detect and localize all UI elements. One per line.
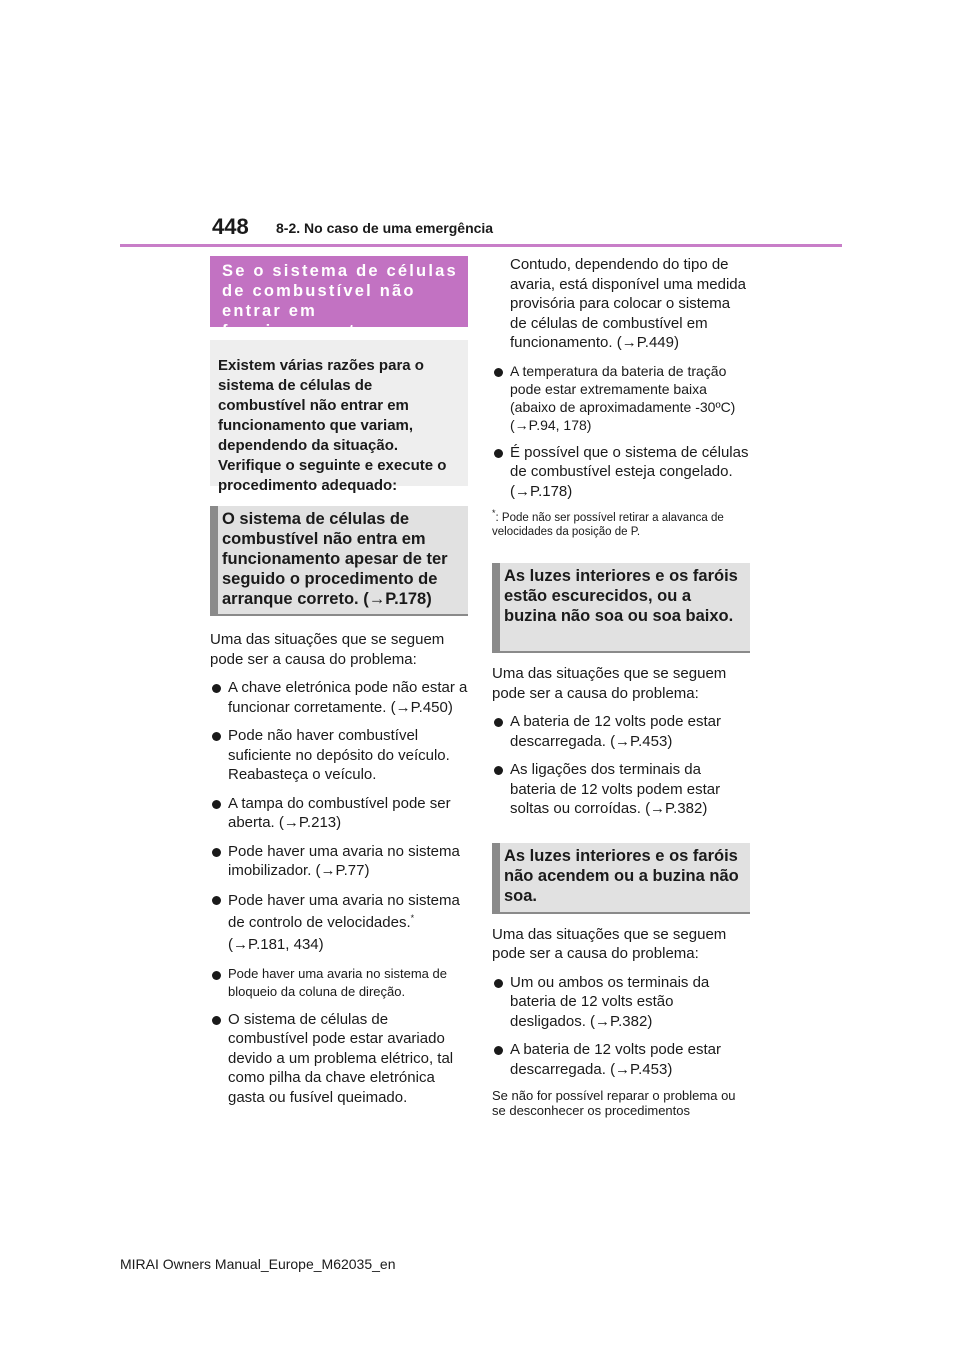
bullet-dot-icon [212,800,221,809]
list-item-text: Um ou ambos os terminais da bateria de 12 volts estão desligados. (→P.382) [510,973,710,1030]
list-item [210,842,468,881]
list-item [210,726,468,785]
left-column [210,256,468,1107]
closing-note: Se não for possível reparar o problema ou se desconhecer os procedimentos [492,1088,736,1118]
cause-intro-text: Uma das situações que se seguem pode ser a causa do problema: [492,925,727,962]
list-item [492,973,750,1032]
subheading-lights-off: As luzes interiores e os faróis não acendem ou a buzina não soa. [492,843,750,914]
page-number: 448 [212,214,249,239]
subheading-lights-dim: As luzes interiores e os faróis estão escurecidos, ou a buzina não soa ou soa baixo. [492,563,750,653]
list-item [210,965,468,1001]
list-item-text: A chave eletrónica pode não estar a funcionar corretamente. (→P.450) [228,679,468,716]
list-item-text: O sistema de células de combustível pode estar avariado devido a um problema elétrico, tal como pilha da chave eletrónica gasta ou fusível queimado. [228,1010,454,1106]
page-reference: (→P.181, 434) [228,935,324,953]
list-item [210,890,468,956]
list-item [210,794,468,833]
footnote-text: : Pode não ser possível retirar a alavanca de velocidades da posição de P. [492,512,724,538]
cause-intro-text: Uma das situações que se seguem pode ser a causa do problema: [210,631,445,668]
list-item [492,712,750,751]
bullet-dot-icon [212,684,221,693]
list-item-text: A bateria de 12 volts pode estar descarregada. (→P.453) [510,713,721,750]
intro-box: Existem várias razões para o sistema de células de combustível não entrar em funcionamento que variam, dependendo da situação. Verifique o seguinte e execute o procedimento adequado: [210,340,468,486]
list-item [492,1040,750,1079]
list-item-text: A bateria de 12 volts pode estar descarregada. (→P.453) [510,1041,721,1078]
list-item-text: A temperatura da bateria de tração pode estar extremamente baixa (abaixo de aproximadamente -30ºC) (→P.94, 178) [510,362,736,433]
bullet-dot-icon [212,1016,221,1025]
list-item [492,443,750,502]
bullet-dot-icon [494,449,503,458]
bullet-dot-icon [212,896,221,905]
list-item-text: É possível que o sistema de células de combustível esteja congelado. (→P.178) [510,443,749,500]
section-title: 8-2. No caso de uma emergência [276,220,494,236]
bullet-dot-icon [494,718,503,727]
list-item [210,678,468,717]
list-item-text: A tampa do combustível pode ser aberta. (→P.213) [228,794,451,831]
bullet-dot-icon [212,971,221,980]
cause-intro-text: Uma das situações que se seguem pode ser a causa do problema: [492,665,727,702]
footnote [492,508,750,539]
list-item-text: Pode haver uma avaria no sistema imobilizador. (→P.77) [228,842,460,879]
list-item-text: As ligações dos terminais da bateria de 12 volts podem estar soltas ou corroídas. (→P.382) [510,761,721,817]
bullet-dot-icon [212,732,221,741]
bullet-dot-icon [494,1046,503,1055]
bullet-dot-icon [494,979,503,988]
footnote-marker: * [410,912,415,923]
footnote-marker: * [492,508,496,519]
list-item-text: Pode não haver combustível suficiente no depósito do veículo. Reabasteça o veículo. [228,727,450,783]
list-item-text: Pode haver uma avaria no sistema de bloqueio da coluna de direção. [228,965,447,999]
right-column [492,255,750,1118]
continuation-text: Contudo, dependendo do tipo de avaria, está disponível uma medida provisória para colocar o sistema de células de combustível em funcionamento. (→P.449) [510,256,746,351]
bullet-dot-icon [494,766,503,775]
subheading-no-start: O sistema de células de combustível não entra em funcionamento apesar de ter seguido o procedimento de arranque correto. (→P.178) [210,506,468,616]
footer-document-id: MIRAI Owners Manual_Europe_M62035_en [120,1256,396,1272]
bullet-dot-icon [212,848,221,857]
list-item [492,760,750,819]
list-item-text: Pode haver uma avaria no sistema de controlo de velocidades. [228,891,460,931]
section-banner: Se o sistema de células de combustível não entrar em funcionamento [210,256,468,327]
list-item [492,362,750,434]
header-divider [120,244,842,247]
list-item [210,1010,468,1108]
bullet-dot-icon [494,368,503,377]
